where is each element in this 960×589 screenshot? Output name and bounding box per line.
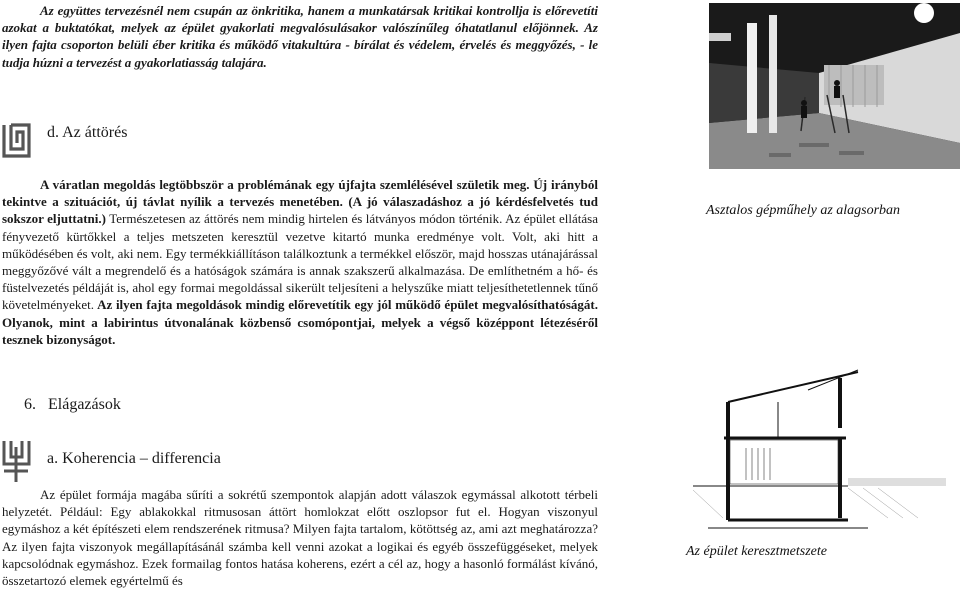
intro-paragraph [2,2,598,71]
section-d-bold-intro: A váratlan megoldás legtöbbször a problémának egy újfajta szemlélésével születik meg. Új irányból tekintve a szituációt, új távlat nyílik a tervezés menetében. (A jó válaszadáshoz a jó kérdésfelvetés tud sokszor eljuttatni.) [2,177,598,227]
section-d-bold-conclusion: Az ilyen fajta megoldások mindig előrevetítik egy jól működő épület megvalósíthatóságát. Olyanok, mint a labirintus útvonalának közbenső csomópontjai, melyek a végső középpont létezéséről tesznek bizonyságot. [2,297,598,347]
section-a-paragraph [2,486,598,589]
section-a-heading: a. Koherencia – differencia [47,450,221,467]
section-d-heading: d. Az áttörés [47,124,128,141]
workshop-photo [709,3,960,169]
intro-text: Az együttes tervezésnél nem csupán az önkritika, hanem a munkatársak kritikai kontrollja is előrevetíti azokat a buktatókat, melyek az épület gyakorlati megvalósulásakor valószínűleg óhatatlanul előjönnek. Az ilyen fajta csoporton belüli éber kritika és működő vitakultúra - bírálat és védelem, érvelés és meggyőzés, - le tudja húzni a tervezést a gyakorlatiasság talajára. [2,3,598,70]
labyrinth-icon [2,123,31,158]
figure-column [681,0,960,587]
section-6-heading: 6. Elágazások [24,396,121,413]
section-d-paragraph [2,176,598,348]
section-a-text: Az épület formája magába sűríti a sokrétű szempontok alapján adott válaszok egymással alkotott térbeli helyzetét. Például: Egy ablakokkal ritmusosan áttört homlokzat előtt oszlopsor fut el. Hogyan viszonyul egymáshoz a két építészeti elem rendszerének ritmusa? Milyen fajta tartalom, kötöttség az, ami azt meghatározza? Az ilyen fajta viszonyok megállapításánál számba kell venni azokat a logikai és egyéb összefüggéseket, melyek kapcsolódnak egymáshoz. Ezek formailag fontos hatása koherens, ezért a cél az, hogy a hasonló formálást kívánó, összetartozó elemek egyértelmű és [2,487,598,589]
section-caption: Az épület keresztmetszete [686,544,827,559]
section-d-body: Természetesen az áttörés nem mindig hirtelen és látványos módon történik. Az épület ellátása fényvezető kürtőkkel a teljes metszeten keresztül vezetve kitartó munka eredménye volt. Volt, aki hitt a működésében és volt, aki nem. Egy termékkiállításon találkoztunk a termékkel először, majd hosszas utánajárással meggyőzővé vált a megrendelő és a hatóságok számára is annak szakszerű alkalmazása. De említhetném a hő- és füstelvezetés példáját is, ahol egy formai megoldással sikerült teljesíteni a helyszűke miatt teljesíthetetlennek tűnő követelményeket. [2,211,598,313]
labyrinth-icon [2,439,31,484]
building-cross-section [688,368,946,536]
photo-caption: Asztalos gépműhely az alagsorban [706,203,901,218]
